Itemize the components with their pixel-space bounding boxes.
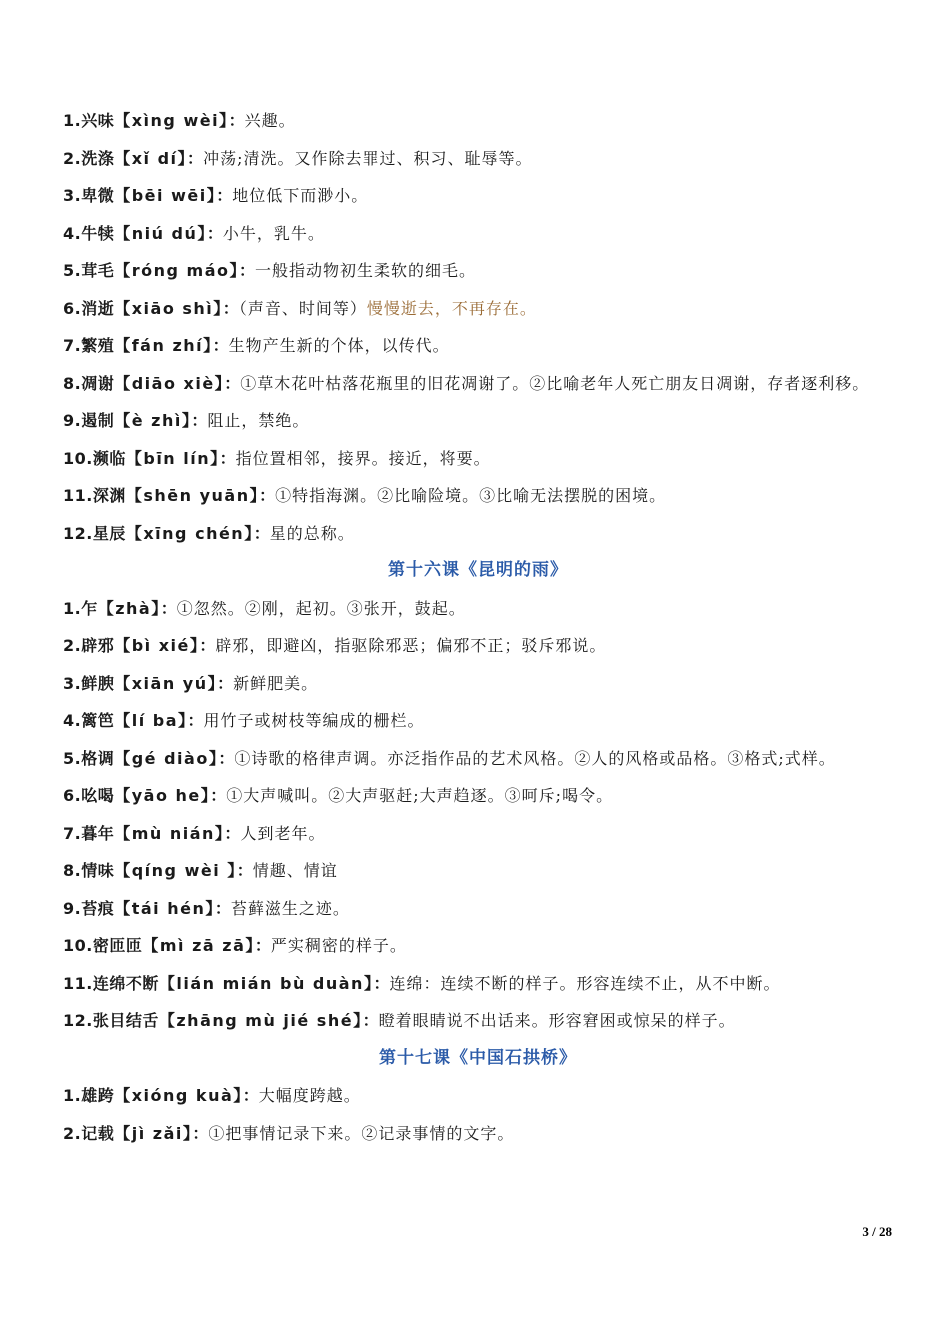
vocab-pinyin: 【mì zā zā】 (142, 936, 255, 955)
vocab-definition: ①特指海渊。②比喻险境。③比喻无法摆脱的困境。 (275, 486, 667, 505)
vocab-pinyin: 【tái hén】 (114, 898, 215, 918)
vocab-entry (63, 627, 893, 665)
vocab-pinyin: 【zhà】 (97, 598, 161, 618)
vocab-entry (63, 402, 893, 440)
vocab-term: 10.密匝匝 (63, 936, 143, 955)
vocab-term: 8.凋谢 (63, 373, 115, 393)
vocab-entry (63, 102, 893, 140)
vocab-pinyin: 【bēi wēi】 (114, 186, 217, 205)
vocab-definition: 星的总称。 (269, 523, 355, 543)
vocab-pinyin: 【è zhì】 (114, 411, 192, 430)
vocab-pinyin: 【mù nián】 (114, 823, 225, 843)
vocab-definition: ①诗歌的格律声调。亦泛指作品的艺术风格。②人的风格或品格。③格式;式样。 (234, 748, 836, 768)
vocab-colon: ： (199, 636, 216, 655)
vocab-term: 11.连绵不断 (63, 973, 159, 993)
vocab-colon: ： (210, 786, 227, 805)
vocab-colon: ： (224, 823, 241, 843)
vocab-definition: 大幅度跨越。 (258, 1086, 361, 1105)
vocab-entry (63, 290, 893, 328)
vocab-colon: ： (373, 973, 390, 993)
vocab-term: 3.卑微 (63, 186, 115, 205)
vocab-definition: 生物产生新的个体，以传代。 (228, 336, 450, 355)
vocab-term: 2.记载 (63, 1123, 115, 1143)
vocab-definition: 瞪着眼睛说不出话来。形容窘困或惊呆的样子。 (378, 1011, 736, 1030)
vocab-pinyin: 【bīn lín】 (125, 448, 220, 468)
page-number: 3 / 28 (862, 1224, 892, 1239)
vocab-entry (63, 252, 893, 290)
vocab-colon: ： (214, 898, 231, 918)
section-title: 第十七课《中国石拱桥》 (379, 1047, 577, 1068)
vocab-entry (63, 1077, 893, 1115)
vocab-pinyin: 【fán zhí】 (114, 336, 213, 355)
vocab-term: 9.苔痕 (63, 898, 115, 918)
vocab-pinyin: 【gé diào】 (114, 748, 219, 768)
section-title: 第十六课《昆明的雨》 (388, 560, 568, 580)
vocab-colon: ： (160, 598, 177, 618)
vocab-definition: ①忽然。②刚，起初。③张开，鼓起。 (176, 598, 466, 618)
vocab-colon: ： (216, 186, 233, 205)
vocab-pinyin: 【jì zǎi】 (114, 1123, 193, 1143)
vocab-term: 6.消逝 (63, 298, 115, 318)
vocab-term: 1.乍 (63, 598, 98, 618)
vocab-colon: ： (217, 673, 234, 693)
vocab-entry (63, 890, 893, 928)
vocabulary-list (63, 102, 893, 1152)
vocab-entry (63, 140, 893, 178)
vocab-colon: ： (187, 148, 204, 168)
vocab-definition: ①把事情记录下来。②记录事情的文字。 (208, 1123, 515, 1143)
vocab-entry (63, 740, 893, 778)
vocab-definition: 兴趣。 (244, 111, 296, 130)
vocab-pinyin: 【yāo he】 (114, 786, 211, 805)
vocab-entry (63, 852, 893, 890)
vocab-pinyin: 【bì xié】 (114, 636, 200, 655)
vocab-pinyin: 【xìng wèi】 (114, 111, 229, 130)
vocab-term: 4.篱笆 (63, 711, 115, 730)
vocab-term: 12.星辰 (63, 523, 126, 543)
vocab-entry (63, 215, 893, 253)
vocab-term: 1.兴味 (63, 111, 115, 130)
vocab-pinyin: 【xiāo shì】 (114, 298, 223, 318)
vocab-term: 5.格调 (63, 748, 115, 768)
vocab-definition: 情趣、情谊 (252, 861, 338, 880)
vocab-colon: ： (224, 373, 241, 393)
vocab-entry (63, 177, 893, 215)
vocab-pinyin: 【xǐ dí】 (114, 148, 188, 168)
vocab-colon: ： (206, 223, 223, 243)
vocab-term: 3.鲜腴 (63, 673, 115, 693)
vocab-colon: ： (253, 523, 270, 543)
vocab-definition: 阻止，禁绝。 (207, 411, 310, 430)
vocab-definition: 人到老年。 (240, 823, 326, 843)
vocab-term: 2.辟邪 (63, 636, 115, 655)
vocab-definition: 严实稠密的样子。 (270, 936, 407, 955)
vocab-colon: ： (218, 748, 235, 768)
vocab-entry (63, 515, 893, 553)
vocab-colon: ： (219, 448, 236, 468)
vocab-definition: 一般指动物初生柔软的细毛。 (255, 261, 477, 280)
vocab-pinyin: 【niú dú】 (114, 223, 207, 243)
vocab-definition: 新鲜肥美。 (233, 673, 319, 693)
vocab-colon: ： (222, 298, 239, 318)
vocab-definition: （声音、时间等） (238, 298, 367, 318)
vocab-colon: ： (212, 336, 229, 355)
vocab-pinyin: 【diāo xiè】 (114, 373, 225, 393)
vocab-entry (63, 1115, 893, 1153)
vocab-colon: ： (228, 111, 245, 130)
vocab-definition: ①大声喊叫。②大声驱赶;大声趋逐。③呵斥;喝令。 (226, 786, 614, 805)
vocab-term: 10.濒临 (63, 448, 126, 468)
vocab-entry (63, 1002, 893, 1040)
vocab-term: 8.情味 (63, 861, 115, 880)
vocab-term: 6.吆喝 (63, 786, 115, 805)
vocab-pinyin: 【qíng wèi 】 (114, 861, 237, 880)
vocab-pinyin: 【zhāng mù jié shé】 (158, 1011, 363, 1030)
vocab-term: 1.雄跨 (63, 1086, 115, 1105)
vocab-entry (63, 702, 893, 740)
vocab-definition: 冲荡;清洗。又作除去罪过、积习、耻辱等。 (203, 148, 533, 168)
vocab-entry (63, 590, 893, 628)
vocab-entry (63, 327, 893, 365)
vocab-colon: ： (238, 261, 255, 280)
vocab-definition-highlight: 慢慢逝去，不再存在。 (366, 298, 537, 318)
vocab-entry (63, 965, 893, 1003)
vocab-pinyin: 【xīng chén】 (125, 523, 254, 543)
vocab-entry (63, 815, 893, 853)
vocab-colon: ： (191, 411, 208, 430)
vocab-pinyin: 【róng máo】 (114, 261, 239, 280)
vocab-entry (63, 477, 893, 515)
vocab-definition: 指位置相邻，接界。接近，将要。 (235, 448, 491, 468)
vocab-term: 5.茸毛 (63, 261, 115, 280)
vocab-entry (63, 365, 893, 403)
vocab-pinyin: 【shēn yuān】 (125, 486, 260, 505)
vocab-pinyin: 【xióng kuà】 (114, 1086, 243, 1105)
vocab-colon: ： (259, 486, 276, 505)
vocab-definition: 苔藓滋生之迹。 (230, 898, 350, 918)
vocab-term: 7.繁殖 (63, 336, 115, 355)
vocab-term: 4.牛犊 (63, 223, 115, 243)
vocab-colon: ： (192, 1123, 209, 1143)
vocab-definition: 地位低下而渺小。 (232, 186, 369, 205)
vocab-entry (63, 927, 893, 965)
vocab-term: 9.遏制 (63, 411, 115, 430)
vocab-colon: ： (187, 711, 204, 730)
vocab-definition: 用竹子或树枝等编成的栅栏。 (203, 711, 425, 730)
vocab-term: 2.洗涤 (63, 148, 115, 168)
vocab-definition: 连绵：连续不断的样子。形容连续不止，从不中断。 (389, 973, 781, 993)
vocab-entry (63, 777, 893, 815)
vocab-colon: ： (254, 936, 271, 955)
vocab-entry (63, 440, 893, 478)
vocab-term: 7.暮年 (63, 823, 115, 843)
vocab-pinyin: 【lián mián bù duàn】 (158, 973, 374, 993)
vocab-colon: ： (236, 861, 253, 880)
vocab-colon: ： (362, 1011, 379, 1030)
vocab-definition: 辟邪，即避凶，指驱除邪恶；偏邪不正；驳斥邪说。 (215, 636, 607, 655)
vocab-entry (63, 665, 893, 703)
vocab-colon: ： (242, 1086, 259, 1105)
vocab-definition: 小牛，乳牛。 (222, 223, 325, 243)
vocab-term: 11.深渊 (63, 486, 126, 505)
vocab-term: 12.张目结舌 (63, 1011, 159, 1030)
vocab-pinyin: 【lí ba】 (114, 711, 188, 730)
vocab-definition: ①草木花叶枯落花瓶里的旧花凋谢了。②比喻老年人死亡朋友日凋谢，存者逐利移。 (240, 373, 870, 393)
vocab-pinyin: 【xiān yú】 (114, 673, 218, 693)
